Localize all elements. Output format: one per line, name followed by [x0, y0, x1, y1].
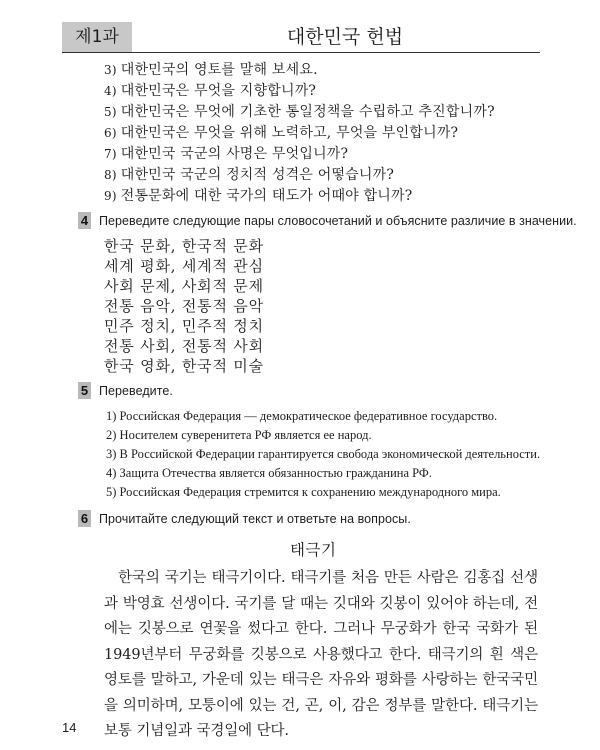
header-divider	[62, 52, 540, 53]
question-text: 대한민국의 영토를 말해 보세요.	[120, 62, 318, 78]
question-number: 7)	[104, 147, 117, 161]
translation-sentence: 5) Российская Федерация стремится к сохранению международного мира.	[106, 485, 501, 499]
question-text: 대한민국은 무엇에 기초한 통일정책을 수립하고 추진합니까?	[120, 104, 495, 120]
question-item	[104, 102, 495, 123]
question-item	[104, 186, 495, 207]
task-5-heading	[78, 380, 173, 400]
word-pair-list	[104, 236, 264, 376]
task-6-heading	[78, 508, 411, 528]
question-number: 5)	[104, 105, 117, 119]
question-number: 9)	[104, 189, 117, 203]
reading-title: 태극기	[290, 541, 337, 559]
question-text: 대한민국은 무엇을 위해 노력하고, 무엇을 부인합니까?	[120, 125, 459, 141]
task-instruction: Переведите.	[99, 383, 173, 398]
question-item	[104, 123, 495, 144]
question-text: 대한민국 국군의 정치적 성격은 어떻습니까?	[120, 167, 395, 183]
chapter-label: 제1과	[62, 22, 132, 52]
question-number: 3)	[104, 63, 117, 77]
question-text: 대한민국 국군의 사명은 무엇입니까?	[120, 146, 349, 162]
word-pair: 전통 사회, 전통적 사회	[104, 337, 264, 355]
word-pair: 전통 음악, 전통적 음악	[104, 297, 264, 315]
question-item	[104, 144, 495, 165]
task-number-badge: 4	[78, 212, 91, 229]
translation-sentence: 1) Российская Федерация — демократическое федеративное государство.	[106, 409, 498, 423]
question-item	[104, 81, 495, 102]
translation-sentence: 3) В Российской Федерации гарантируется свобода экономической деятельности.	[106, 447, 541, 461]
question-text: 전통문화에 대한 국가의 태도가 어때야 합니까?	[120, 188, 413, 204]
task-4-heading	[78, 210, 577, 230]
word-pair: 한국 문화, 한국적 문화	[104, 237, 264, 255]
page-title: 대한민국 헌법	[286, 26, 404, 48]
page-number: 14	[62, 720, 77, 735]
question-item	[104, 60, 495, 81]
word-pair: 세계 평화, 세계적 관심	[104, 257, 264, 275]
question-number: 8)	[104, 168, 117, 182]
reading-paragraph: 한국의 국기는 태극기이다. 태극기를 처음 만든 사람은 김홍집 선생과 박영효 선생이다. 국기를 달 때는 깃대와 깃봉이 있어야 하는데, 전에는 깃봉으로 연꽃을 썼다고 한다. 그러나 무궁화가 한국 국화가 된 1949년부터 무궁화를 깃봉으로 사용했다고 한다. 태극기의 흰 색은 영토를 말하고, 가운데 있는 태극은 자유와 평화를 사랑하는 한국국민을 의미하며, 모퉁이에 있는 건, 곤, 이, 감은 정부를 말한다. 태극기는 보통 기념일과 국경일에 단다.	[104, 570, 538, 739]
question-number: 6)	[104, 126, 117, 140]
word-pair: 사회 문제, 사회적 문제	[104, 277, 264, 295]
translation-sentence: 2) Носителем суверенитета РФ является ее народ.	[106, 428, 372, 442]
question-text: 대한민국은 무엇을 지향합니까?	[120, 83, 317, 99]
task-instruction: Прочитайте следующий текст и ответьте на вопросы.	[99, 511, 411, 526]
word-pair: 민주 정치, 민주적 정치	[104, 317, 264, 335]
task-number-badge: 5	[78, 382, 91, 399]
word-pair: 한국 영화, 한국적 미술	[104, 357, 264, 375]
translation-sentence: 4) Защита Отечества является обязанностью гражданина РФ.	[106, 466, 432, 480]
question-item	[104, 165, 495, 186]
task-number-badge: 6	[78, 510, 91, 527]
question-number: 4)	[104, 84, 117, 98]
translation-sentence-list	[106, 407, 540, 502]
task-instruction: Переведите следующие пары словосочетаний и объясните различие в значении.	[99, 213, 577, 228]
page-header	[0, 0, 600, 56]
question-list	[104, 60, 495, 207]
